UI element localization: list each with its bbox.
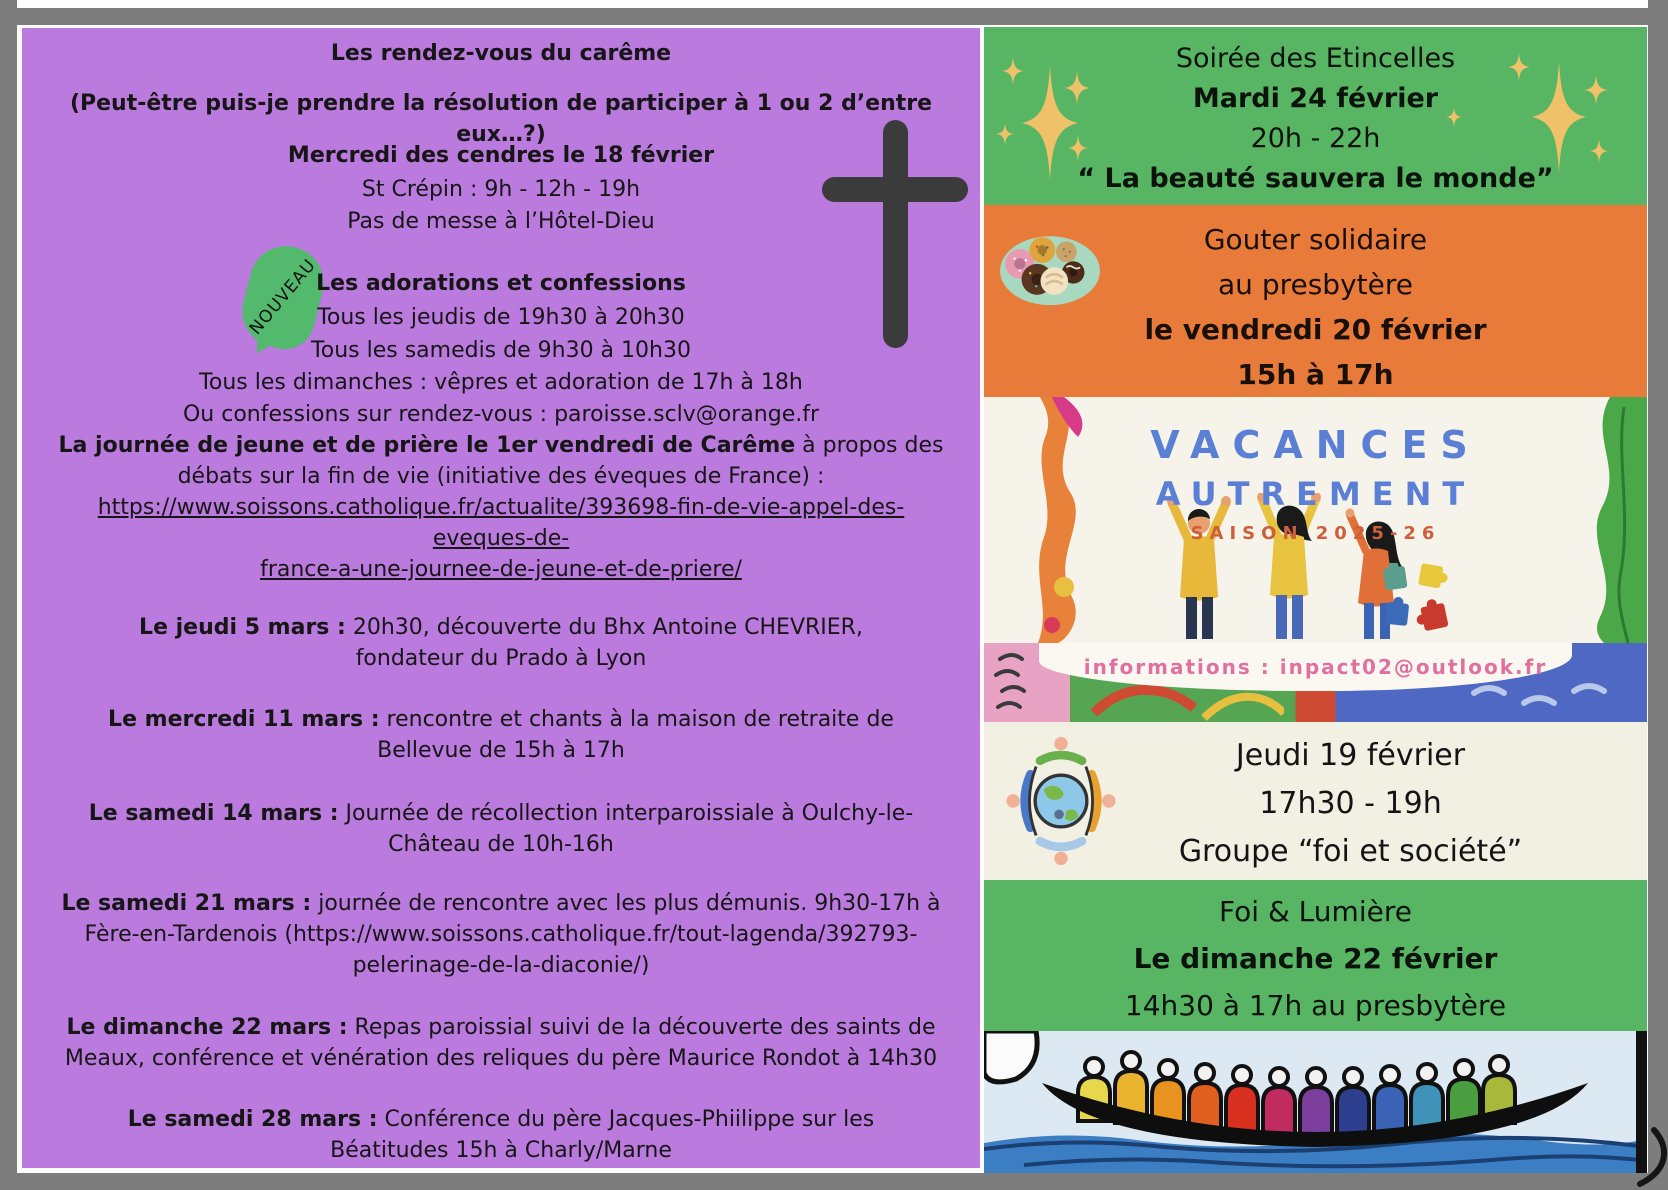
event-text: Journée de récollection interparoissiale à Oulchy-le-Château de 10h-16h [338, 801, 914, 857]
left-panel [22, 28, 980, 1168]
etincelles-quote: “ La beauté sauvera le monde” [1077, 163, 1554, 194]
event-text: journée de rencontre avec les plus démunis. 9h30-17h à Fère-en-Tardenois (https://www.soissons.catholique.fr/tout-lagenda/392793-pelerinage-de-la-diaconie/) [84, 891, 941, 978]
vacances-info-band [984, 643, 1647, 722]
vacances-info-text: informations : inpact02@outlook.fr [1083, 655, 1548, 679]
etincelles-date: Mardi 24 février [1192, 83, 1439, 114]
fasting-day-lead: La journée de jeune et de prière le 1er vendredi de Carême [58, 433, 796, 458]
gouter-date: le vendredi 20 février [1144, 313, 1487, 346]
event-date: Le dimanche 22 mars : [66, 1015, 348, 1040]
gouter-panel [984, 205, 1647, 397]
cross-icon [883, 120, 908, 348]
gouter-place: au presbytère [1218, 268, 1413, 301]
right-column [984, 27, 1647, 1173]
event-dimanche-22-mars [46, 1012, 956, 1074]
event-date: Le samedi 28 mars : [127, 1107, 378, 1132]
etincelles-panel [984, 27, 1647, 205]
confessions-contact: Ou confessions sur rendez-vous : paroisse.sclv@orange.fr [182, 402, 820, 427]
etincelles-title: Soirée des Etincelles [1175, 43, 1456, 74]
boat-illustration [984, 1031, 1647, 1173]
pen-mark [1630, 1126, 1668, 1190]
page-title: Les rendez-vous du carême [330, 41, 672, 66]
event-text: Conférence du père Jacques-Phiilippe sur les Béatitudes 15h à Charly/Marne [330, 1107, 875, 1163]
event-date: Le mercredi 11 mars : [108, 707, 380, 732]
event-jeudi-5-mars [136, 612, 866, 674]
vacances-subtitle: AUTREMENT [1155, 475, 1476, 513]
adorations-heading: Les adorations et confessions [316, 271, 686, 296]
cross-icon [822, 177, 968, 202]
event-mercredi-11-mars [71, 704, 931, 766]
event-date: Le samedi 21 mars : [61, 891, 312, 916]
ashes-note: Pas de messe à l’Hôtel-Dieu [347, 209, 655, 234]
foi-lumiere-title: Foi & Lumière [1219, 895, 1412, 928]
event-samedi-21-mars [53, 888, 949, 981]
adorations-line-1: Tous les jeudis de 19h30 à 20h30 [317, 305, 685, 330]
nouveau-badge-label: NOUVEAU [245, 255, 321, 339]
event-text: Repas paroissial suivi de la découverte des saints de Meaux, conférence et vénération des reliques du père Maurice Rondot à 14h30 [64, 1015, 938, 1071]
event-text: rencontre et chants à la maison de retraite de Bellevue de 15h à 17h [377, 707, 894, 763]
event-text: 20h30, découverte du Bhx Antoine CHEVRIER, fondateur du Prado à Lyon [345, 615, 863, 671]
vacances-season: SAISON 2025-26 [1190, 523, 1441, 544]
foi-societe-date: Jeudi 19 février [1235, 738, 1466, 773]
fasting-day-text: à propos des débats sur la fin de vie (initiative des éveques de France) : [177, 433, 944, 489]
foi-societe-time: 17h30 - 19h [1259, 786, 1442, 821]
adorations-line-2: Tous les samedis de 9h30 à 10h30 [311, 338, 691, 363]
fasting-day-link-line1[interactable]: https://www.soissons.catholique.fr/actualite/393698-fin-de-vie-appel-des-eveques-de- [97, 495, 905, 551]
foi-lumiere-panel [984, 880, 1647, 1031]
top-gray-band [0, 8, 1668, 25]
etincelles-time: 20h - 22h [1250, 123, 1381, 154]
puzzle-pieces-icon [1380, 563, 1452, 637]
foi-societe-panel [984, 722, 1647, 880]
vacances-title: VACANCES [1150, 423, 1481, 467]
event-date: Le samedi 14 mars : [88, 801, 339, 826]
rainbow-people-boat [984, 1031, 1647, 1173]
adorations-line-3: Tous les dimanches : vêpres et adoration de 17h à 18h [199, 370, 803, 395]
vacances-panel [984, 397, 1647, 643]
foi-societe-group: Groupe “foi et société” [1178, 834, 1523, 869]
page-subtitle: (Peut-être puis-je prendre la résolution de participer à 1 ou 2 d’entre eux…?) [69, 91, 933, 147]
gouter-time: 15h à 17h [1237, 358, 1394, 391]
event-date: Le jeudi 5 mars : [139, 615, 346, 640]
ashes-times: St Crépin : 9h - 12h - 19h [361, 177, 641, 202]
fasting-day-paragraph [48, 430, 954, 585]
people-around-globe-icon [1002, 734, 1120, 868]
event-samedi-28-mars [86, 1104, 916, 1166]
ashes-heading: Mercredi des cendres le 18 février [287, 143, 715, 168]
foi-lumiere-date: Le dimanche 22 février [1133, 942, 1498, 975]
fasting-day-link-line2[interactable]: france-a-une-journee-de-jeune-et-de-priere/ [260, 557, 742, 582]
gouter-title: Gouter solidaire [1203, 223, 1428, 256]
event-samedi-14-mars [61, 798, 941, 860]
foi-lumiere-time: 14h30 à 17h au presbytère [1124, 989, 1507, 1022]
